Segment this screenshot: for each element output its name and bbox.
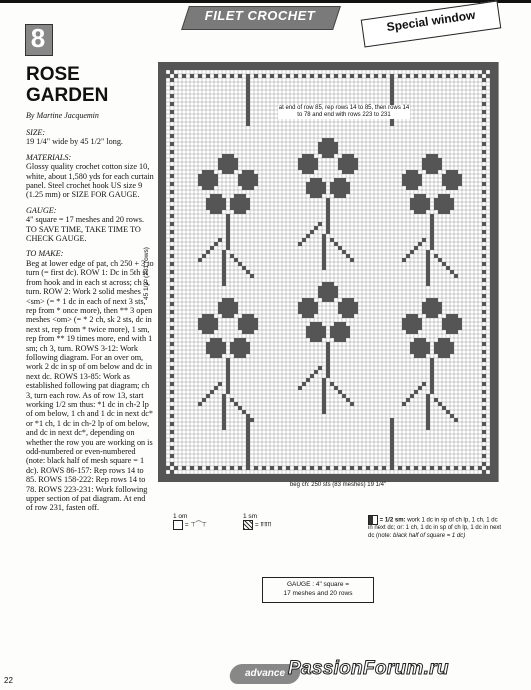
gauge-text: 4" square = 17 meshes and 20 rows. TO SAVE TIME, TAKE TIME TO CHECK GAUGE.	[26, 215, 145, 244]
watermark: PassionForum.ru	[288, 658, 449, 679]
size-heading: SIZE:	[26, 128, 46, 137]
half-note-italic: black half of square = 1 dc)	[393, 532, 466, 539]
key-open-mesh	[173, 513, 207, 530]
open-mesh-icon	[173, 520, 183, 530]
special-window-text: Special window	[385, 7, 477, 35]
chart-frame	[158, 62, 498, 482]
title-line-2: GARDEN	[26, 85, 109, 106]
chart-instruction-note: at end of row 85, rep rows 14 to 85, then rows 14 to 78 and end with rows 223 to 231	[278, 105, 410, 119]
footer-logo-text: advance	[244, 668, 286, 679]
gauge-heading: GAUGE:	[26, 205, 57, 215]
make-text: Beg at lower edge of pat, ch 250 + 3 to turn (= first dc). ROW 1: Dc in 5th st from hook and in each st across; ch 3, turn. ROW 2: Work 2 solid meshes <sm> (= * 1 dc in each of next 3 sts, rep from * once more), then ** 3 open meshes <om> (= * 2 ch, sk 2 sts, dc in next st, rep from * twice more), 1 sm, rep from ** 19 times more, end with 1 sm; ch 3, turn. ROWS 3-12: Work following diagram. For an over om, work 2 dc in sp of om below and dc in next dc. ROWS 13-85: Work as established following pat diagram; ch 3, turn each row. As of row 13, start working 1/2 sm thus: *1 dc in ch-2 lp of om below, 1 ch and 1 dc in next dc* or *1 ch, 1 dc in ch-2 lp of om below, and dc in next dc*, depending on whether the row you are working on is odd-numbered or even-numbered (note: black half of mesh square = 1 dc). ROWS 86-157: Rep rows 14 to 85. ROWS 158-222: Rep rows 14 to 78. ROWS 223-231: Work following upper section of pat diagram. At end of row 231, fasten off.	[26, 258, 154, 513]
materials-heading: MATERIALS:	[26, 152, 72, 162]
filet-chart	[158, 62, 500, 482]
byline: By Martine Jacquemin	[26, 111, 99, 120]
pattern-title	[26, 64, 156, 106]
size-text: 19 1/4" wide by 45 1/2" long.	[26, 137, 123, 147]
half-mesh-note	[368, 515, 503, 540]
chart-side-label: 45 1/2" (231 rows)	[143, 247, 150, 300]
page-number: 22	[4, 676, 13, 685]
gauge-box-line-1: GAUGE : 4" square =	[286, 581, 350, 588]
title-line-1: ROSE	[26, 64, 80, 85]
om-label: 1 om	[173, 513, 188, 520]
half-note-text: work 1 dc in sp of ch lp, 1 ch, 1 dc in next dc; or: 1 ch, 1 dc in sp of ch lp, 1 dc in next dc (note:	[368, 517, 502, 539]
gauge-box-line-2: 17 meshes and 20 rows	[283, 590, 353, 597]
sm-label: 1 sm	[243, 513, 258, 520]
key-solid-mesh	[243, 513, 271, 530]
instructions-column	[26, 128, 154, 513]
top-rule	[0, 0, 531, 3]
filet-chart-svg	[158, 62, 500, 482]
pattern-number: 8	[30, 23, 46, 53]
sm-symbol: = ⫪⫪⫪	[254, 521, 272, 529]
header-title: FILET CROCHET	[204, 8, 316, 23]
om-symbol: = ⊤⁀⊤	[184, 521, 207, 529]
materials-text: Glossy quality crochet cotton size 10, white, about 1,580 yds for each curtain panel. Steel crochet hook US size 9 (1.25 mm) or SIZE FOR GAUGE.	[26, 162, 154, 200]
make-heading: TO MAKE:	[26, 249, 64, 259]
solid-mesh-icon	[243, 520, 253, 530]
gauge-box	[262, 577, 374, 603]
half-note-title: = 1/2 sm:	[379, 517, 406, 524]
half-mesh-icon-right	[373, 515, 378, 525]
chart-bottom-label: beg ch: 250 sts (83 meshes) 19 1/4"	[289, 482, 387, 488]
